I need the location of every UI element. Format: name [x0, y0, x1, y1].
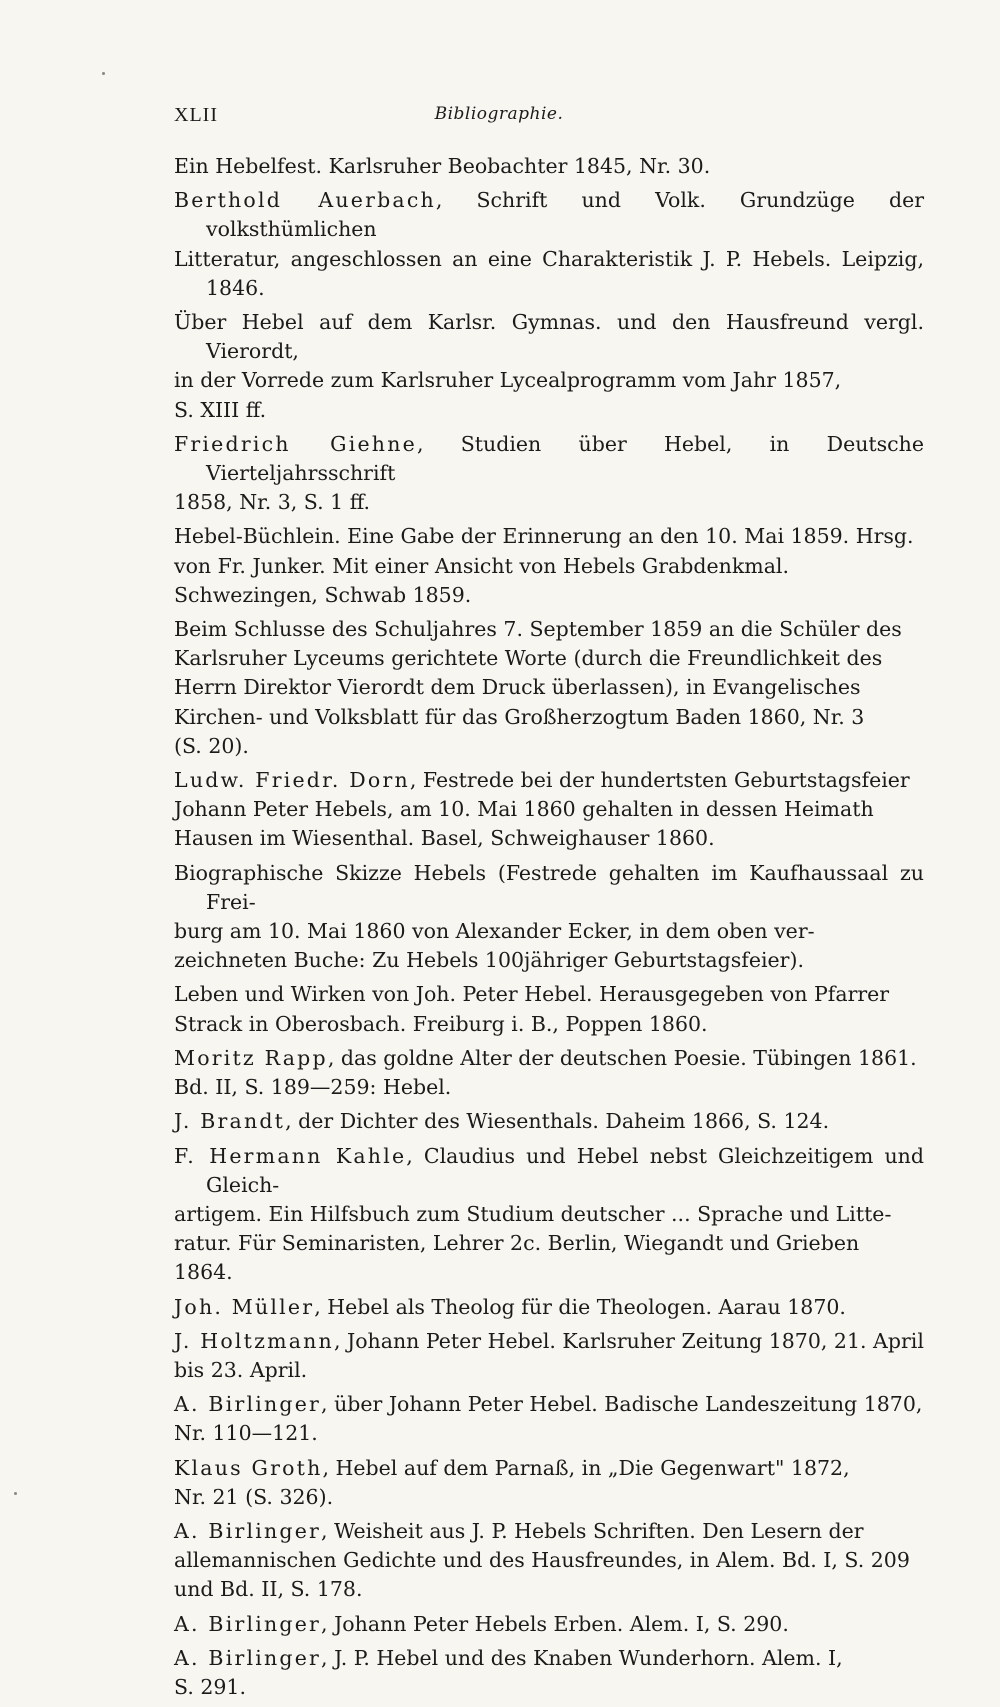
entry-line: in der Vorrede zum Karlsruher Lycealprogramm vom Jahr 1857, — [174, 368, 842, 393]
bibliography-entry — [174, 1517, 924, 1605]
bibliography-entry — [174, 1327, 924, 1385]
entry-line — [174, 1293, 924, 1322]
entry-line: zeichneten Buche: Zu Hebels 100jähriger Geburtstagsfeier). — [174, 948, 804, 973]
entry-line: Biographische Skizze Hebels (Festrede gehalten im Kaufhaussaal zu Frei- — [174, 860, 924, 914]
bibliography-entry — [174, 980, 924, 1038]
entry-author: Klaus Groth — [174, 1455, 323, 1480]
entry-line: allemannischen Gedichte und des Hausfreundes, in Alem. Bd. I, S. 209 — [174, 1548, 910, 1573]
entry-line: burg am 10. Mai 1860 von Alexander Ecker, in dem oben ver- — [174, 919, 815, 944]
entry-text: , Schrift und Volk. Grundzüge der volksthümlichen — [206, 188, 925, 242]
entry-author: A. Birlinger — [174, 1645, 322, 1670]
entry-author: A. Birlinger — [174, 1611, 322, 1636]
entry-line — [174, 1454, 924, 1483]
bibliography-entry — [174, 859, 924, 976]
entry-line: artigem. Ein Hilfsbuch zum Studium deutscher ... Sprache und Litte- — [174, 1201, 892, 1226]
entry-line — [174, 1107, 924, 1136]
bibliography-entry — [174, 615, 924, 761]
entry-line — [174, 1044, 924, 1073]
entry-line: von Fr. Junker. Mit einer Ansicht von Hebels Grabdenkmal. — [174, 553, 789, 578]
bibliography-entry — [174, 1044, 924, 1102]
entry-text: , das goldne Alter der deutschen Poesie. Tübingen 1861. — [327, 1045, 917, 1070]
entry-line: Bd. II, S. 189—259: Hebel. — [174, 1075, 452, 1100]
entry-text: , Weisheit aus J. P. Hebels Schriften. Den Lesern der — [321, 1518, 864, 1543]
entry-text: , Hebel als Theolog für die Theologen. Aarau 1870. — [314, 1294, 846, 1319]
entry-line: Nr. 21 (S. 326). — [174, 1484, 334, 1509]
entry-line: Strack in Oberosbach. Freiburg i. B., Poppen 1860. — [174, 1011, 708, 1036]
bibliography-entry — [174, 1142, 924, 1288]
entry-line: Kirchen- und Volksblatt für das Großherzogtum Baden 1860, Nr. 3 — [174, 704, 865, 729]
entry-line: S. 291. — [174, 1674, 246, 1699]
entry-author: Joh. Müller — [174, 1294, 315, 1319]
entry-line — [174, 430, 924, 488]
entry-line: bis 23. April. — [174, 1357, 308, 1382]
entry-text: , J. P. Hebel und des Knaben Wunderhorn. Alem. I, — [321, 1645, 843, 1670]
bibliography-entry — [174, 430, 924, 518]
entry-line — [174, 766, 924, 795]
entry-line — [174, 1644, 924, 1673]
running-title: Bibliographie. — [434, 104, 564, 124]
entry-text: , Festrede bei der hundertsten Geburtstagsfeier — [409, 768, 910, 793]
print-speck — [14, 1492, 17, 1495]
entry-author: Friedrich Giehne — [174, 431, 417, 456]
entry-line — [174, 186, 925, 244]
entry-line: Schwezingen, Schwab 1859. — [174, 582, 472, 607]
entry-line: Leben und Wirken von Joh. Peter Hebel. Herausgegeben von Pfarrer — [174, 982, 890, 1007]
bibliography-entry — [174, 522, 924, 610]
entry-author: Berthold Auerbach — [174, 188, 436, 213]
entry-line: Über Hebel auf dem Karlsr. Gymnas. und den Hausfreund vergl. Vierordt, — [174, 310, 924, 364]
entry-line: Nr. 110—121. — [174, 1421, 318, 1446]
entry-text: , über Johann Peter Hebel. Badische Landeszeitung 1870, — [321, 1392, 923, 1417]
page-number: XLII — [174, 104, 218, 126]
bibliography-entry — [174, 766, 924, 854]
entry-line: Hausen im Wiesenthal. Basel, Schweighauser 1860. — [174, 826, 715, 851]
entry-line — [174, 1390, 924, 1419]
entry-line: Johann Peter Hebels, am 10. Mai 1860 gehalten in dessen Heimath — [174, 797, 874, 822]
bibliography-entry — [174, 152, 924, 181]
entry-author: A. Birlinger — [174, 1392, 322, 1417]
entry-line: Hebel-Büchlein. Eine Gabe der Erinnerung an den 10. Mai 1859. Hrsg. — [174, 524, 914, 549]
entry-line — [174, 1610, 924, 1639]
entry-text: , Johann Peter Hebels Erben. Alem. I, S. 290. — [321, 1611, 789, 1636]
entry-author: J. Holtzmann — [174, 1328, 334, 1353]
entry-line: Karlsruher Lyceums gerichtete Worte (durch die Freundlichkeit des — [174, 646, 883, 671]
bibliography-entry — [174, 1107, 924, 1136]
entry-line: 1858, Nr. 3, S. 1 ff. — [174, 490, 371, 515]
bibliography-entry — [174, 1610, 924, 1639]
entry-text: , Hebel auf dem Parnaß, in „Die Gegenwart" 1872, — [322, 1455, 850, 1480]
entry-line: (S. 20). — [174, 733, 249, 758]
entry-text: , der Dichter des Wiesenthals. Daheim 1866, S. 124. — [285, 1109, 830, 1134]
entry-line: S. XIII ff. — [174, 397, 267, 422]
entry-line: Herrn Direktor Vierordt dem Druck überlassen), in Evangelisches — [174, 675, 861, 700]
bibliography-entry — [174, 1293, 924, 1322]
entry-line: Litteratur, angeschlossen an eine Charakteristik J. P. Hebels. Leipzig, 1846. — [174, 246, 924, 300]
bibliography-entry — [174, 186, 924, 303]
bibliography-entry — [174, 1644, 924, 1702]
bibliography-entry — [174, 1454, 924, 1512]
entry-author: J. Brandt — [174, 1109, 286, 1134]
entry-line — [174, 1142, 924, 1200]
entry-text: , Johann Peter Hebel. Karlsruher Zeitung 1870, 21. April — [333, 1328, 924, 1353]
entry-author: A. Birlinger — [174, 1518, 322, 1543]
entry-text: , Claudius und Hebel nebst Gleichzeitigem und Gleich- — [206, 1143, 924, 1197]
bibliography-entry — [174, 308, 924, 425]
page-header — [174, 104, 824, 134]
entry-line: ratur. Für Seminaristen, Lehrer 2c. Berlin, Wiegandt und Grieben — [174, 1231, 860, 1256]
entry-line — [174, 1327, 924, 1356]
bibliography-entry — [174, 1390, 924, 1448]
print-speck — [102, 72, 105, 75]
entry-line: und Bd. II, S. 178. — [174, 1577, 363, 1602]
entry-author: Ludw. Friedr. Dorn — [174, 768, 410, 793]
entry-line: Ein Hebelfest. Karlsruher Beobachter 1845, Nr. 30. — [174, 154, 711, 178]
entry-author: F. Hermann Kahle — [174, 1143, 407, 1168]
entry-line: Beim Schlusse des Schuljahres 7. September 1859 an die Schüler des — [174, 617, 902, 642]
entry-author: Moritz Rapp — [174, 1045, 328, 1070]
entry-text: , Studien über Hebel, in Deutsche Vierteljahrsschrift — [206, 431, 924, 486]
entry-line: 1864. — [174, 1260, 233, 1285]
bibliography-list — [174, 152, 924, 1707]
